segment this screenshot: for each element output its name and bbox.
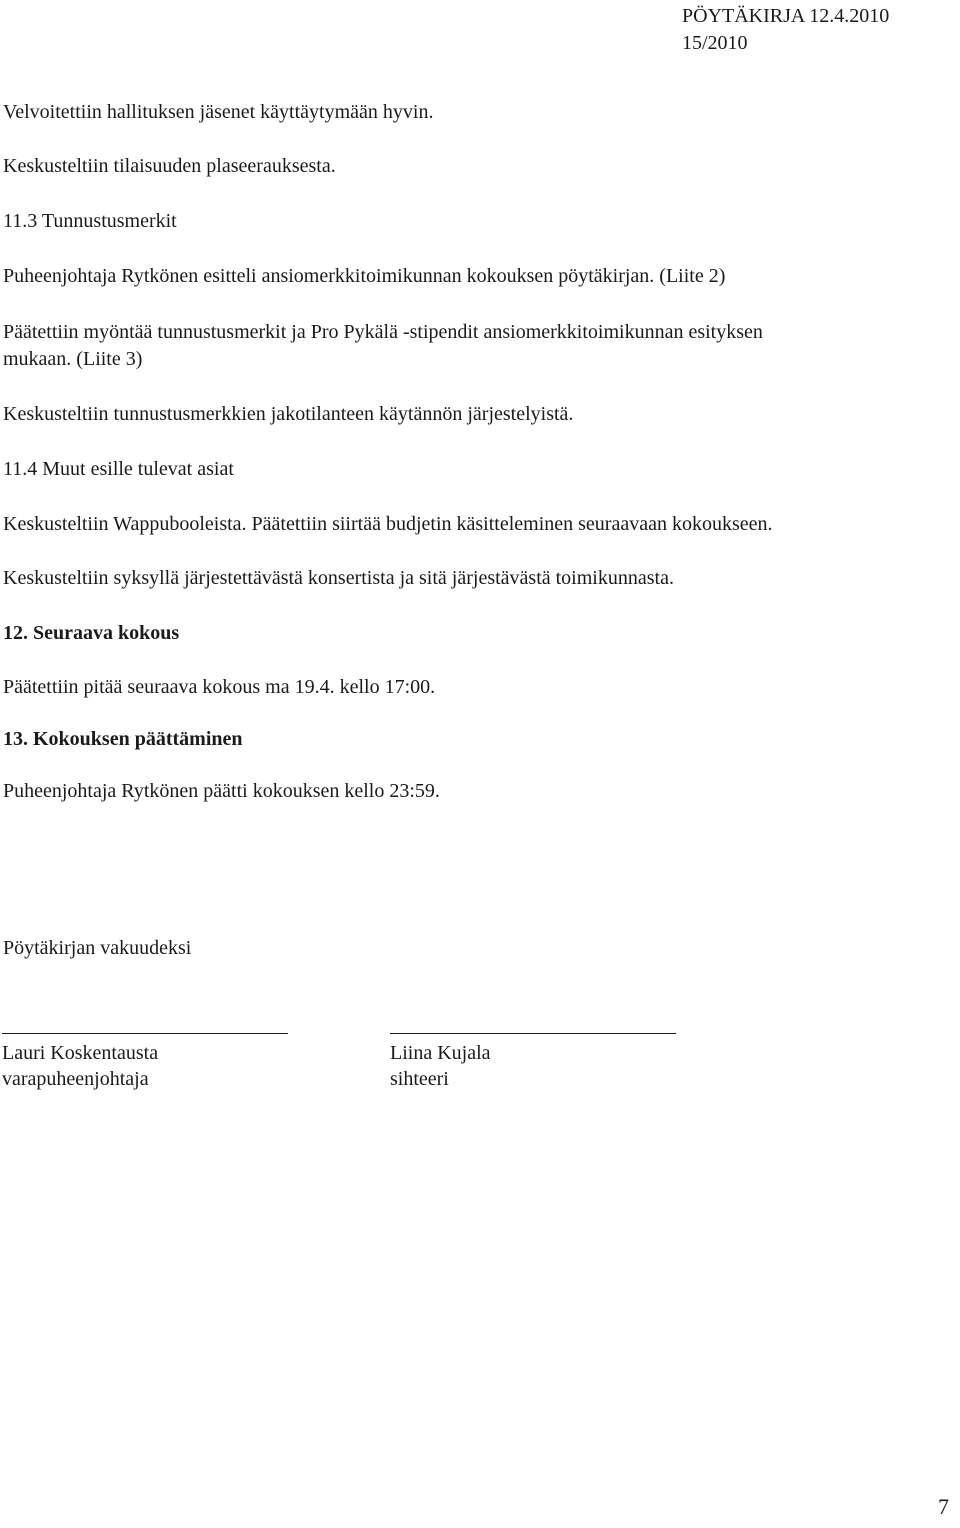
paragraph: mukaan. (Liite 3) <box>3 348 143 370</box>
signature-line-right <box>390 1033 676 1034</box>
signer-role-right: sihteeri <box>390 1068 449 1090</box>
paragraph: Päätettiin myöntää tunnustusmerkit ja Pro Pykälä -stipendit ansiomerkkitoimikunnan esityksen <box>3 321 763 343</box>
paragraph: Keskusteltiin tunnustusmerkkien jakotilanteen käytännön järjestelyistä. <box>3 403 574 425</box>
paragraph: Puheenjohtaja Rytkönen päätti kokouksen kello 23:59. <box>3 780 440 802</box>
signer-name-right: Liina Kujala <box>390 1042 491 1064</box>
paragraph: Päätettiin pitää seuraava kokous ma 19.4. kello 17:00. <box>3 676 436 698</box>
paragraph: Keskusteltiin syksyllä järjestettävästä konsertista ja sitä järjestävästä toimikunnasta. <box>3 567 674 589</box>
section-heading-13: 13. Kokouksen päättäminen <box>3 728 243 750</box>
section-heading-11-4: 11.4 Muut esille tulevat asiat <box>3 458 234 480</box>
paragraph: Velvoitettiin hallituksen jäsenet käyttäytymään hyvin. <box>3 101 434 123</box>
paragraph: Keskusteltiin tilaisuuden plaseerauksesta. <box>3 155 336 177</box>
signature-line-left <box>2 1033 288 1034</box>
document-title: PÖYTÄKIRJA 12.4.2010 <box>682 5 890 27</box>
paragraph: Keskusteltiin Wappubooleista. Päätettiin siirtää budjetin käsitteleminen seuraavaan kokoukseen. <box>3 513 773 535</box>
signer-name-left: Lauri Koskentausta <box>2 1042 159 1064</box>
signature-intro: Pöytäkirjan vakuudeksi <box>3 937 192 959</box>
section-heading-11-3: 11.3 Tunnustusmerkit <box>3 210 177 232</box>
signer-role-left: varapuheenjohtaja <box>2 1068 149 1090</box>
section-heading-12: 12. Seuraava kokous <box>3 622 180 644</box>
paragraph: Puheenjohtaja Rytkönen esitteli ansiomerkkitoimikunnan kokouksen pöytäkirjan. (Liite 2) <box>3 265 726 287</box>
page-number: 7 <box>938 1494 949 1519</box>
document-number: 15/2010 <box>682 32 748 54</box>
